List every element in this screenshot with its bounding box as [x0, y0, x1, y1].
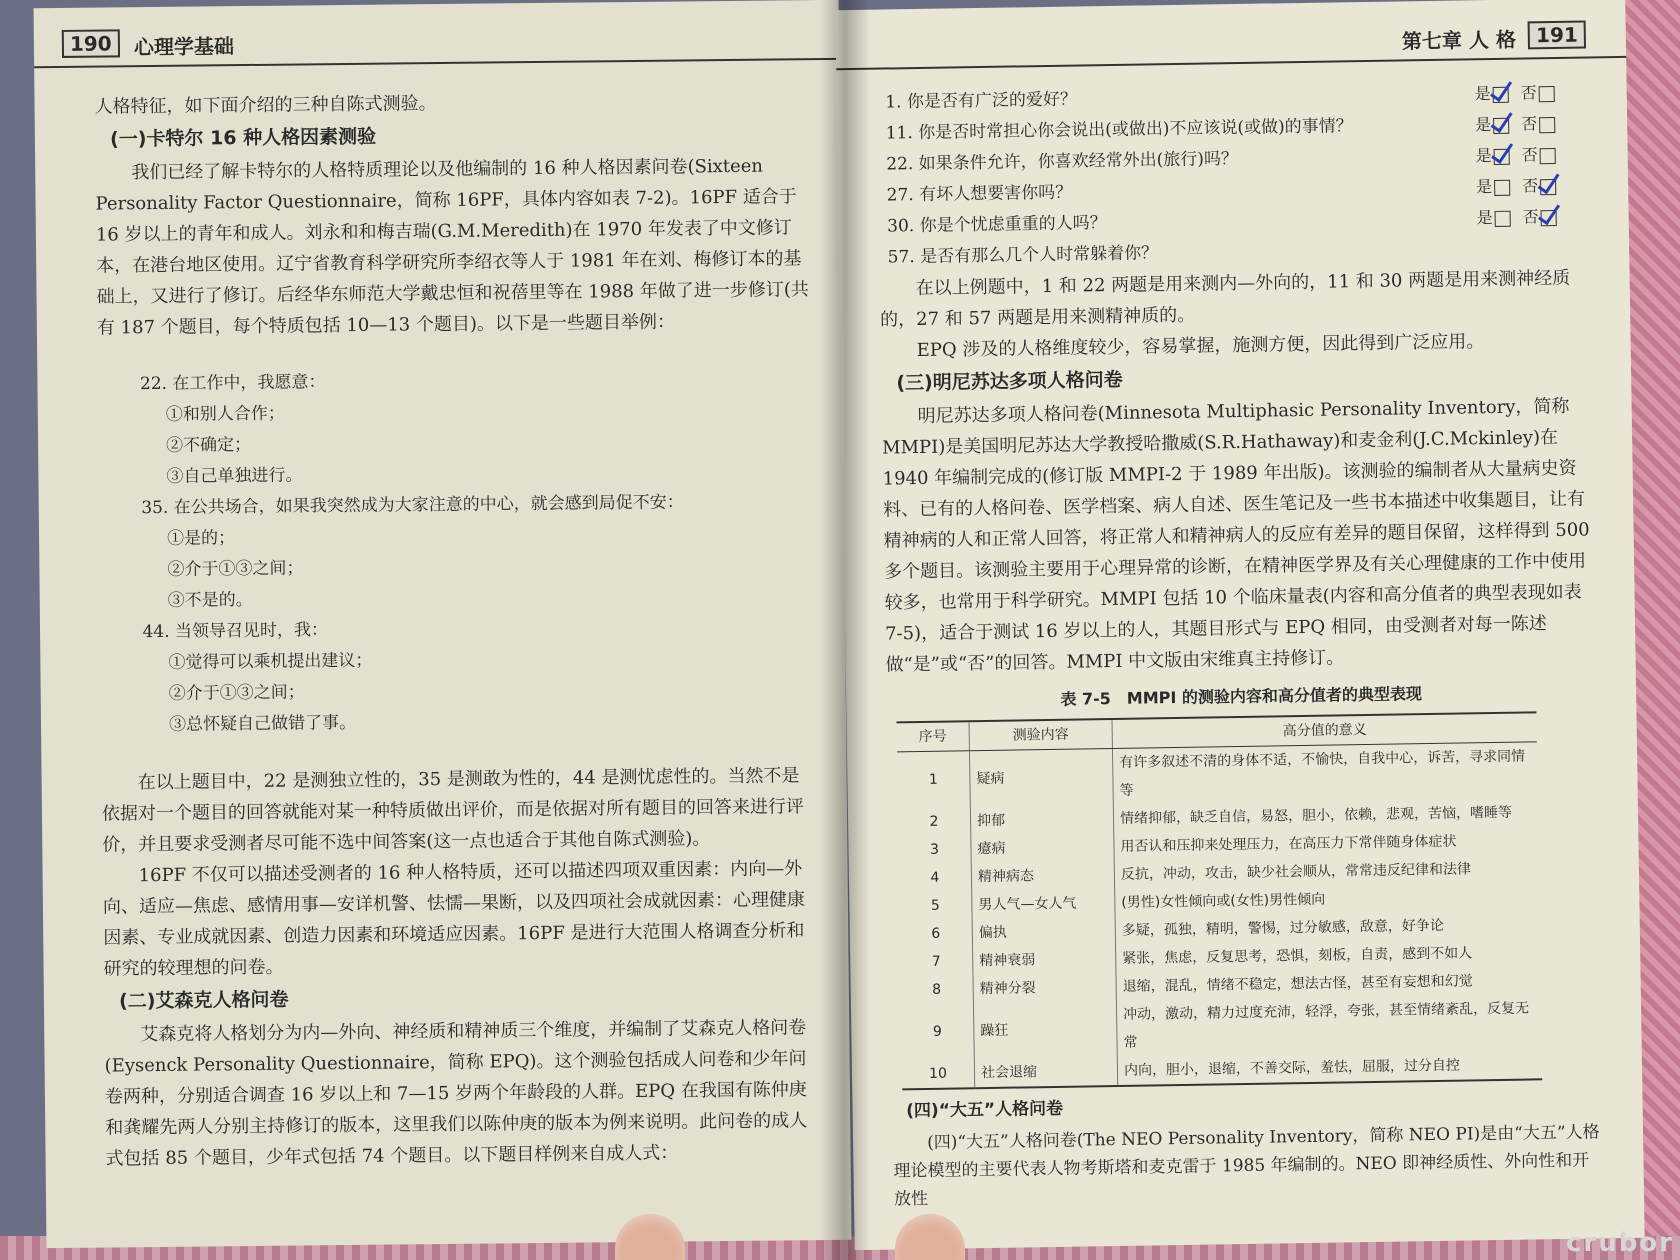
left-page-header [34, 18, 839, 68]
right-page-number: 191 [1528, 20, 1586, 49]
right-page-content [877, 76, 1605, 1213]
table-cell: 8 [900, 975, 973, 1004]
table-cell: 9 [901, 1003, 974, 1060]
answer-boxes [1476, 169, 1589, 202]
right-page [835, 0, 1644, 1250]
no-label: 否 [1521, 114, 1538, 134]
table-cell: 精神病态 [971, 861, 1114, 891]
question-text: 1. 你是否有广泛的爱好？ [885, 89, 1078, 113]
table-cell: 癔病 [971, 833, 1114, 863]
paragraph-1: 在以上例题中，1 和 22 两题是用来测内—外向的，11 和 30 两题是用来测神经质的，27 和 57 两题是用来测精神质的。 [880, 267, 1571, 331]
yes-checkbox[interactable] [1493, 117, 1509, 133]
table-cell: 用否认和压抑来处理压力，在高压力下常伴随身体症状 [1120, 833, 1457, 855]
table-body [897, 742, 1542, 1090]
question-text: 27. 有坏人想要害你吗？ [886, 182, 1073, 206]
option: ①觉得可以乘机提出建议； [168, 650, 373, 673]
option: ③总怀疑自己做错了事。 [168, 712, 357, 735]
yes-label: 是 [1475, 145, 1492, 166]
option: ①和别人合作； [165, 403, 285, 425]
epq-questions [877, 76, 1590, 273]
no-label: 否 [1521, 145, 1538, 165]
option: ①是的； [166, 528, 236, 549]
watermark: crubor [1565, 1228, 1674, 1258]
table-cell: 3 [898, 835, 971, 864]
yes-label: 是 [1475, 114, 1492, 135]
no-checkbox[interactable] [1540, 147, 1556, 163]
section2-paragraph: 艾森克将人格划分为内—外向、神经质和精神质三个维度，并编制了艾森克人格问卷(Eysenck Personality Questionnaire，简称 EPQ)。这个测验包括成人问卷和少年问卷两种，分别适合调查 16 岁以上和 7—15 岁两个年龄段的人群。EPQ 在我国有陈仲庚和龚耀先两人分别主持修订的版本，这里我们以陈仲庚的版本为例来说明。此问卷的成人式包括 85 个题目，少年式包括 74 个题目。以下题目样例来自成人式： [104, 1017, 808, 1170]
paragraph-2: EPQ 涉及的人格维度较少，容易掌握，施测方便，因此得到广泛应用。 [916, 331, 1485, 362]
no-checkbox[interactable] [1541, 209, 1557, 225]
yes-label: 是 [1476, 207, 1493, 228]
table-header-cell: 测验内容 [969, 719, 1112, 751]
question-44: 44. 当领导召见时，我： [142, 620, 329, 643]
answer-boxes [1476, 200, 1589, 233]
left-page [34, 0, 852, 1248]
no-label: 否 [1520, 83, 1537, 103]
table-cell: 多疑，孤独，精明，警惕，过分敏感，敌意，好争论 [1121, 917, 1444, 939]
table-cell: 躁狂 [973, 1001, 1117, 1059]
right-running-head: 第七章 人 格 [1401, 27, 1517, 54]
option: ②不确定； [166, 434, 252, 456]
yes-label: 是 [1474, 83, 1491, 104]
table-cell: 10 [902, 1059, 975, 1089]
option: ②介于①③之间； [167, 558, 304, 580]
option: ③不是的。 [167, 589, 253, 611]
answer-boxes [1475, 107, 1588, 140]
section1-heading: (一)卡特尔 16 种人格因素测验 [109, 125, 377, 151]
no-checkbox[interactable] [1540, 178, 1556, 194]
no-checkbox[interactable] [1539, 85, 1555, 101]
table-cell: 疑病 [969, 749, 1113, 808]
section3-heading: (三)明尼苏达多项人格问卷 [896, 368, 1123, 395]
table-header-cell: 高分值的意义 [1112, 712, 1537, 748]
paragraph-2: 在以上题目中，22 是测独立性的，35 是测敢为性的，44 是测忧虑性的。当然不是依据对一个题目的回答就能对某一种特质做出评价，而是依据对所有题目的回答来进行评价，并且要求受测者尽可能不选中间答案(这一点也适合于其他自陈式测验)。 [101, 765, 805, 856]
table-cell: 反抗，冲动，攻击，缺少社会顺从，常常违反纪律和法律 [1120, 861, 1472, 883]
table-cell: 情绪抑郁，缺乏自信，易怒，胆小，依赖，悲观，苦恼，嗜睡等 [1119, 804, 1513, 827]
option: ③自己单独进行。 [166, 465, 303, 487]
table-cell: 内向，胆小，退缩，不善交际，羞怯，屈服，过分自控 [1117, 1050, 1542, 1086]
table-cell: 社会退缩 [974, 1057, 1117, 1088]
option: ②介于①③之间； [168, 682, 305, 704]
mmpi-table [896, 711, 1542, 1090]
table-cell: 退缩，混乱，情绪不稳定，想法古怪，甚至有妄想和幻觉 [1122, 973, 1473, 995]
section4-heading: (四)“大五”人格问卷 [906, 1098, 1064, 1122]
table-row [897, 742, 1538, 809]
table-cell: 抑郁 [970, 805, 1113, 835]
table-cell: (男性)女性倾向或(女性)男性倾向 [1121, 891, 1326, 911]
table-cell: 4 [899, 863, 972, 892]
section3-paragraph: 明尼苏达多项人格问卷(Minnesota Multiphasic Personality Inventory，简称 MMPI)是美国明尼苏达大学教授哈撒威(S.R.Hathaway)和麦金利(J.C.Mckinley)在 1940 年编制完成的(修订版 MMPI-2 于 1989 年出版)。该测验的编制者从大量病史资料、已有的人格问卷、医学档案、病人自述、医生笔记及一些书本描述中收集题目，让有精神病的人和正常人回答，将正常人和精神病人的反应有差异的题目保留，这样得到 500 多个题目。该测验主要用于心理异常的诊断，在精神医学界及有关心理健康的工作中使用较多，也常用于科学研究。MMPI 包括 10 个临床量表(内容和高分值者的典型表现如表 7-5)，适合于测试 16 岁以上的人，其题目形式与 EPQ 相同，由受测者对每一陈述做“是”或“否”的回答。MMPI 中文版由宋维真主持修订。 [882, 395, 1590, 676]
table-cell: 偏执 [972, 917, 1115, 947]
yes-checkbox[interactable] [1494, 148, 1510, 164]
left-page-number: 190 [62, 29, 120, 58]
section1-paragraph: 我们已经了解卡特尔的人格特质理论以及他编制的 16 种人格因素问卷(Sixteen Personality Factor Questionnaire，简称 16PF，具体内容如表 7-2)。16PF 适合于 16 岁以上的青年和成人。刘永和和梅吉瑞(G.M.Meredith)在 1970 年发表了中文修订本，在港台地区使用。辽宁省教育科学研究所李绍衣等人于 1981 年在刘、梅修订本的基础上，又进行了修订。后经华东师范大学戴忠恒和祝蓓里等在 1988 年做了进一步修订(共有 187 个题目，每个特质包括 10—13 个题目)。以下是一些题目举例： [95, 155, 809, 339]
right-page-header [836, 16, 1627, 70]
section2-heading: (二)艾森克人格问卷 [119, 988, 289, 1013]
table-cell: 男人气—女人气 [972, 889, 1115, 919]
table-cell: 精神衰弱 [973, 945, 1116, 975]
no-label: 否 [1521, 176, 1539, 196]
yes-checkbox[interactable] [1493, 86, 1509, 102]
answer-boxes [1474, 76, 1587, 109]
question-text: 57. 是否有那么几个人时常躲着你？ [887, 243, 1159, 268]
no-checkbox[interactable] [1539, 116, 1555, 132]
yes-label: 是 [1475, 176, 1493, 197]
table-title: 表 7-5 MMPI 的测验内容和高分值者的典型表现 [1060, 684, 1423, 709]
question-22: 22. 在工作中，我愿意： [139, 372, 326, 395]
question-text: 11. 你是否时常担心你会说出(或做出)不应该说(或做)的事情？ [885, 116, 1353, 144]
left-page-content [94, 84, 820, 1174]
section4-paragraph: (四)“大五”人格问卷(The NEO Personality Inventory，简称 NEO PI)是由“大五”人格理论模型的主要代表人物考斯塔和麦克雷于 1985 年编制的。NEO 即神经质性、外向性和开放性 [893, 1122, 1600, 1210]
table-cell: 有许多叙述不清的身体不适，不愉快，自我中心，诉苦，寻求同情等 [1119, 748, 1526, 799]
table-cell: 5 [899, 891, 972, 920]
table-header-cell: 序号 [897, 721, 970, 752]
question-text: 22. 如果条件允许，你喜欢经常外出(旅行)吗？ [886, 148, 1239, 175]
table-row [901, 994, 1542, 1060]
answer-boxes [1475, 138, 1588, 171]
table-cell: 紧张，焦虑，反复思考，恐惧，刻板，自责，感到不如人 [1122, 945, 1473, 967]
yes-checkbox[interactable] [1495, 210, 1511, 226]
table-cell: 1 [897, 751, 970, 809]
yes-checkbox[interactable] [1494, 179, 1510, 195]
table-cell: 6 [900, 919, 973, 948]
table-cell: 2 [898, 807, 971, 836]
no-label: 否 [1522, 207, 1539, 227]
table-cell: 冲动，激动，精力过度充沛，轻浮，夸张，甚至情绪紊乱，反复无常 [1122, 1000, 1530, 1051]
table-cell: 精神分裂 [973, 973, 1116, 1003]
left-running-head: 心理学基础 [133, 34, 235, 60]
intro-text: 人格特征，如下面介绍的三种自陈式测验。 [94, 93, 437, 118]
question-text: 30. 你是个忧虑重重的人吗？ [887, 213, 1107, 237]
paragraph-3: 16PF 不仅可以描述受测者的 16 种人格特质，还可以描述四项双重因素：内向—外向、适应—焦虑、感情用事—安详机警、怯懦—果断，以及四项社会成就因素：心理健康因素、专业成就因素、创造力因素和环境适应因素。16PF 是进行大范围人格调查分析和研究的较理想的问卷。 [102, 858, 806, 980]
table-cell: 7 [900, 947, 973, 976]
question-35: 35. 在公共场合，如果我突然成为大家注意的中心，就会感到局促不安： [141, 492, 684, 519]
